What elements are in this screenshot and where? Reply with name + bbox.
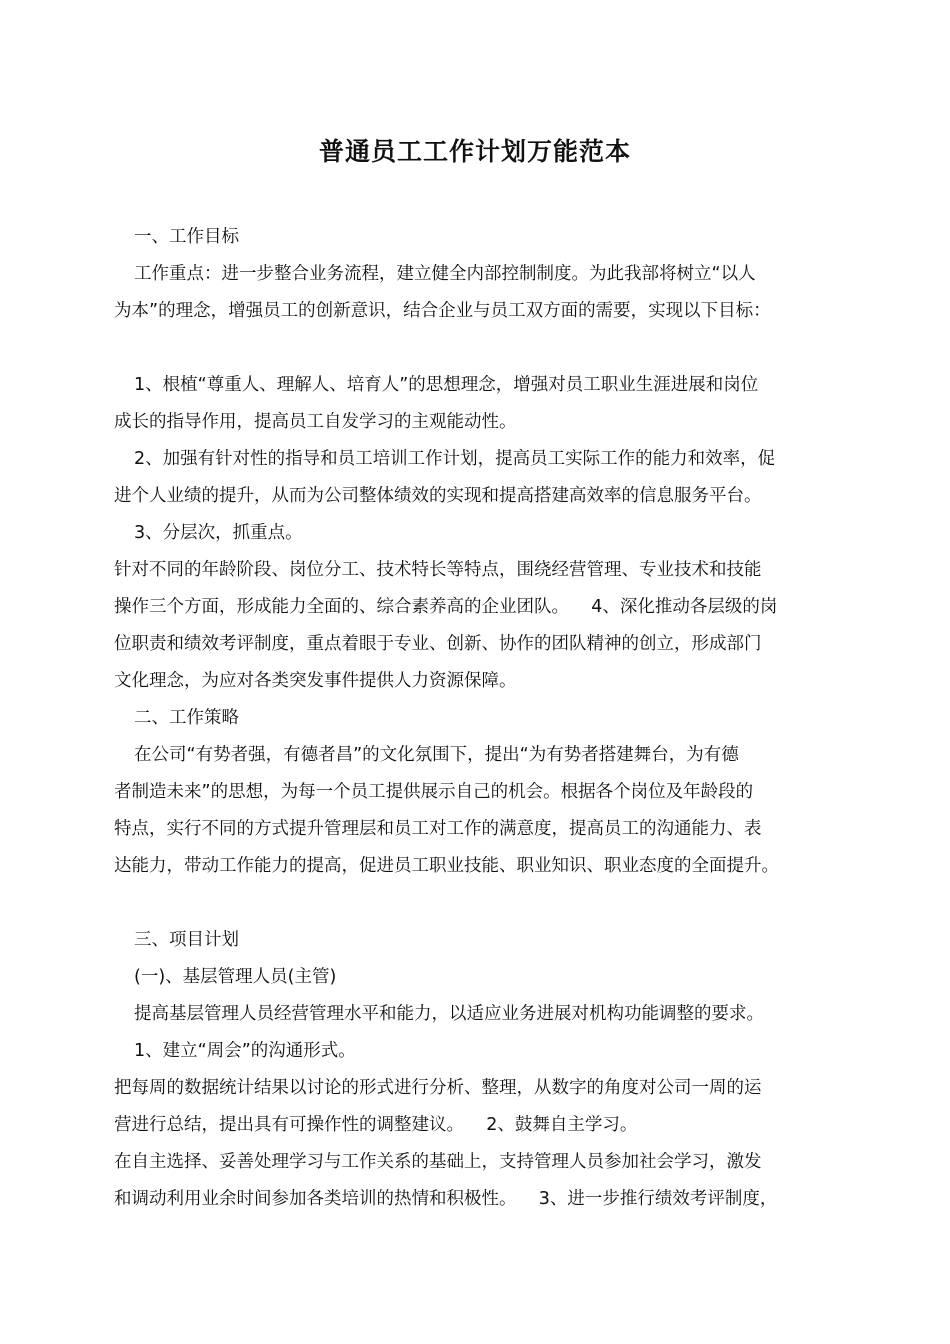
section-heading-goals: 一、工作目标	[134, 227, 239, 247]
paragraph-line: 1、建立“周会”的沟通形式。	[134, 1041, 356, 1061]
section-heading-strategy: 二、工作策略	[134, 708, 239, 728]
paragraph-line: 营进行总结，提出具有可操作性的调整建议。 2、鼓舞自主学习。	[114, 1115, 638, 1135]
paragraph-line: 针对不同的年龄阶段、岗位分工、技术特长等特点，围绕经营管理、专业技术和技能	[114, 560, 762, 580]
document-title: 普通员工工作计划万能范本	[318, 137, 631, 166]
paragraph-line: 特点，实行不同的方式提升管理层和员工对工作的满意度，提高员工的沟通能力、表	[114, 819, 762, 839]
section-heading-projects: 三、项目计划	[134, 930, 239, 950]
paragraph-line: 进个人业绩的提升，从而为公司整体绩效的实现和提高搭建高效率的信息服务平台。	[114, 486, 762, 506]
paragraph-line: 在自主选择、妥善处理学习与工作关系的基础上，支持管理人员参加社会学习，激发	[114, 1152, 762, 1172]
paragraph-line: 把每周的数据统计结果以讨论的形式进行分析、整理，从数字的角度对公司一周的运	[114, 1078, 762, 1098]
paragraph-line: 达能力，带动工作能力的提高，促进员工职业技能、职业知识、职业态度的全面提升。	[114, 856, 779, 876]
paragraph-line: 工作重点：进一步整合业务流程，建立健全内部控制制度。为此我部将树立“以人	[134, 264, 756, 284]
paragraph-line: 操作三个方面，形成能力全面的、综合素养高的企业团队。 4、深化推动各层级的岗	[114, 597, 778, 617]
paragraph-line: 为本”的理念，增强员工的创新意识，结合企业与员工双方面的需要，实现以下目标：	[114, 301, 771, 321]
blank-line	[114, 885, 854, 922]
document-body	[114, 219, 854, 1218]
paragraph-line: 提高基层管理人员经营管理水平和能力，以适应业务进展对机构功能调整的要求。	[134, 1004, 764, 1024]
paragraph-line: 在公司“有势者强，有德者昌”的文化氛围下，提出“为有势者搭建舞台，为有德	[134, 745, 739, 765]
paragraph-line: 3、分层次，抓重点。	[134, 523, 303, 543]
paragraph-line: 成长的指导作用，提高员工自发学习的主观能动性。	[114, 412, 517, 432]
paragraph-line: 者制造未来”的思想，为每一个员工提供展示自己的机会。根据各个岗位及年龄段的	[114, 782, 754, 802]
paragraph-line: 文化理念，为应对各类突发事件提供人力资源保障。	[114, 671, 517, 691]
subsection-heading: (一)、基层管理人员(主管)	[134, 967, 337, 987]
paragraph-line: 位职责和绩效考评制度，重点着眼于专业、创新、协作的团队精神的创立，形成部门	[114, 634, 762, 654]
blank-line	[114, 330, 854, 367]
paragraph-line: 2、加强有针对性的指导和员工培训工作计划，提高员工实际工作的能力和效率，促	[134, 449, 776, 469]
paragraph-line: 和调动利用业余时间参加各类培训的热情和积极性。 3、进一步推行绩效考评制度，	[114, 1189, 778, 1209]
paragraph-line: 1、根植“尊重人、理解人、培育人”的思想理念，增强对员工职业生涯进展和岗位	[134, 375, 759, 395]
